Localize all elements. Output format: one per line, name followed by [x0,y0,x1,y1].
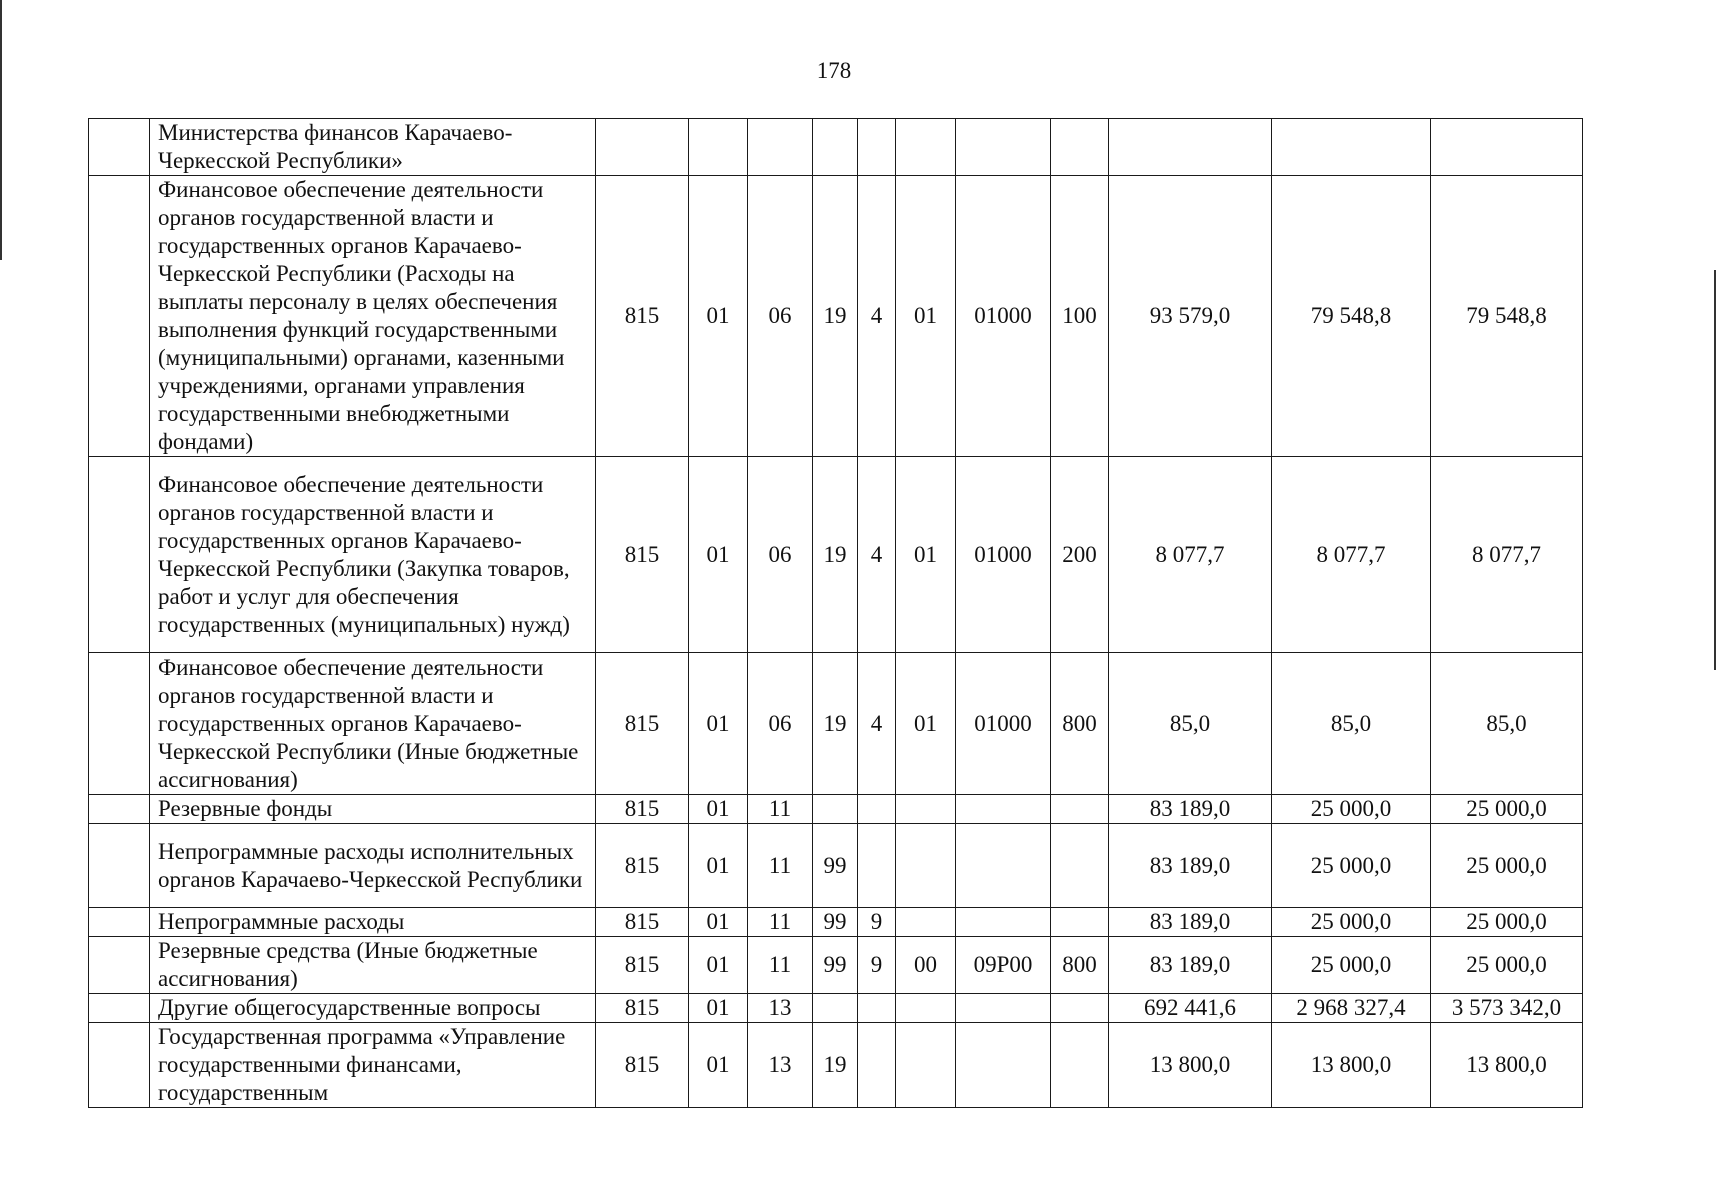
row-cell-c1: 815 [596,653,689,795]
row-cell-c1: 815 [596,176,689,457]
row-cell-c5: 4 [858,457,896,653]
right-margin-line [1714,270,1716,670]
row-cell-c7: 01000 [956,653,1051,795]
row-cell-v3 [1431,119,1583,176]
row-index-cell [89,908,150,937]
row-cell-c1: 815 [596,795,689,824]
row-cell-c7 [956,119,1051,176]
row-cell-c5 [858,994,896,1023]
row-cell-v1: 83 189,0 [1109,824,1272,908]
row-cell-c7 [956,908,1051,937]
row-cell-c2: 01 [689,824,748,908]
row-cell-c1: 815 [596,1023,689,1108]
row-cell-c6: 01 [896,176,956,457]
row-cell-c3: 06 [748,653,813,795]
row-cell-c4 [813,994,858,1023]
row-cell-v1: 83 189,0 [1109,908,1272,937]
row-cell-c8 [1051,795,1109,824]
row-cell-v1: 13 800,0 [1109,1023,1272,1108]
row-cell-c5: 4 [858,653,896,795]
row-cell-v3: 85,0 [1431,653,1583,795]
row-cell-c1 [596,119,689,176]
row-cell-c2: 01 [689,176,748,457]
row-cell-c3: 06 [748,457,813,653]
row-cell-c7 [956,795,1051,824]
row-cell-c6 [896,119,956,176]
row-cell-c2: 01 [689,994,748,1023]
row-cell-c1: 815 [596,457,689,653]
row-cell-c4: 19 [813,176,858,457]
row-cell-v3: 25 000,0 [1431,937,1583,994]
row-cell-v2: 25 000,0 [1272,795,1431,824]
row-index-cell [89,1023,150,1108]
row-index-cell [89,824,150,908]
page-number: 178 [816,58,852,83]
row-cell-c3: 13 [748,994,813,1023]
row-cell-c7: 09Р00 [956,937,1051,994]
table-row [89,1023,1583,1108]
row-index-cell [89,937,150,994]
row-name-cell: Резервные средства (Иные бюджетные ассигнования) [150,937,596,994]
table-row [89,176,1583,457]
table-row [89,824,1583,908]
row-name-cell: Финансовое обеспечение деятельности органов государственной власти и государственных органов Карачаево-Черкесской Республики (Закупка товаров, работ и услуг для обеспечения государственных (муниципальных) нужд) [150,457,596,653]
row-cell-c1: 815 [596,994,689,1023]
row-name-cell: Резервные фонды [150,795,596,824]
row-cell-c5: 4 [858,176,896,457]
row-cell-c5: 9 [858,937,896,994]
table-row [89,937,1583,994]
row-cell-c3: 06 [748,176,813,457]
row-cell-c8 [1051,908,1109,937]
row-cell-c8: 800 [1051,937,1109,994]
row-cell-c1: 815 [596,824,689,908]
row-name-cell: Другие общегосударственные вопросы [150,994,596,1023]
row-cell-c5 [858,795,896,824]
row-cell-c2 [689,119,748,176]
row-cell-v2: 79 548,8 [1272,176,1431,457]
row-name-cell: Финансовое обеспечение деятельности органов государственной власти и государственных органов Карачаево-Черкесской Республики (Иные бюджетные ассигнования) [150,653,596,795]
row-cell-c4: 99 [813,908,858,937]
table-row [89,908,1583,937]
row-cell-c2: 01 [689,653,748,795]
table-row [89,795,1583,824]
row-cell-c2: 01 [689,457,748,653]
row-cell-c4 [813,795,858,824]
row-cell-c2: 01 [689,1023,748,1108]
row-index-cell [89,119,150,176]
row-cell-c3 [748,119,813,176]
row-cell-c7 [956,994,1051,1023]
row-cell-c6 [896,994,956,1023]
row-cell-c7: 01000 [956,176,1051,457]
row-cell-c8: 800 [1051,653,1109,795]
row-cell-c7 [956,1023,1051,1108]
row-cell-c2: 01 [689,908,748,937]
row-index-cell [89,994,150,1023]
budget-table [88,118,1583,1108]
row-cell-v3: 79 548,8 [1431,176,1583,457]
row-cell-c6: 01 [896,457,956,653]
row-cell-c6 [896,1023,956,1108]
row-cell-v2: 85,0 [1272,653,1431,795]
row-cell-c5 [858,119,896,176]
row-cell-c1: 815 [596,908,689,937]
row-name-cell: Непрограммные расходы [150,908,596,937]
row-cell-c1: 815 [596,937,689,994]
row-name-cell: Государственная программа «Управление государственными финансами, государственным [150,1023,596,1108]
row-cell-c4 [813,119,858,176]
row-cell-c6 [896,908,956,937]
row-cell-v2: 25 000,0 [1272,908,1431,937]
row-cell-c4: 99 [813,824,858,908]
row-cell-c3: 11 [748,908,813,937]
row-index-cell [89,176,150,457]
row-cell-v3: 3 573 342,0 [1431,994,1583,1023]
row-cell-v3: 13 800,0 [1431,1023,1583,1108]
row-cell-c8 [1051,119,1109,176]
row-cell-c5: 9 [858,908,896,937]
row-cell-c8: 100 [1051,176,1109,457]
row-cell-c8 [1051,1023,1109,1108]
row-cell-c8: 200 [1051,457,1109,653]
row-index-cell [89,795,150,824]
row-cell-c6: 00 [896,937,956,994]
row-name-cell: Непрограммные расходы исполнительных органов Карачаево-Черкесской Республики [150,824,596,908]
table-row [89,119,1583,176]
row-cell-c4: 99 [813,937,858,994]
row-index-cell [89,457,150,653]
row-cell-v3: 25 000,0 [1431,908,1583,937]
row-name-cell: Финансовое обеспечение деятельности органов государственной власти и государственных органов Карачаево-Черкесской Республики (Расходы на выплаты персоналу в целях обеспечения выполнения функций государственными (муниципальными) органами, казенными учреждениями, органами управления государственными внебюджетными фондами) [150,176,596,457]
row-cell-c3: 11 [748,795,813,824]
row-cell-v2: 25 000,0 [1272,824,1431,908]
row-cell-c6 [896,824,956,908]
row-cell-v3: 25 000,0 [1431,824,1583,908]
table-row [89,457,1583,653]
row-cell-v1: 83 189,0 [1109,937,1272,994]
row-index-cell [89,653,150,795]
row-cell-c3: 11 [748,824,813,908]
table-row [89,653,1583,795]
row-cell-c2: 01 [689,795,748,824]
row-cell-c3: 11 [748,937,813,994]
row-cell-v2: 25 000,0 [1272,937,1431,994]
row-cell-c4: 19 [813,457,858,653]
row-cell-v3: 25 000,0 [1431,795,1583,824]
row-cell-v2: 2 968 327,4 [1272,994,1431,1023]
table-row [89,994,1583,1023]
row-cell-c4: 19 [813,653,858,795]
row-cell-c2: 01 [689,937,748,994]
row-cell-c3: 13 [748,1023,813,1108]
row-cell-c4: 19 [813,1023,858,1108]
left-margin-line [0,0,2,260]
row-cell-v2: 8 077,7 [1272,457,1431,653]
row-cell-v1: 85,0 [1109,653,1272,795]
row-cell-v1: 83 189,0 [1109,795,1272,824]
row-cell-c6 [896,795,956,824]
row-cell-v2 [1272,119,1431,176]
row-cell-v3: 8 077,7 [1431,457,1583,653]
row-cell-c8 [1051,994,1109,1023]
row-cell-v1: 692 441,6 [1109,994,1272,1023]
row-cell-v1: 8 077,7 [1109,457,1272,653]
row-name-cell: Министерства финансов Карачаево-Черкесской Республики» [150,119,596,176]
row-cell-c5 [858,1023,896,1108]
row-cell-v2: 13 800,0 [1272,1023,1431,1108]
row-cell-v1: 93 579,0 [1109,176,1272,457]
row-cell-c6: 01 [896,653,956,795]
row-cell-v1 [1109,119,1272,176]
row-cell-c7: 01000 [956,457,1051,653]
row-cell-c7 [956,824,1051,908]
row-cell-c5 [858,824,896,908]
row-cell-c8 [1051,824,1109,908]
